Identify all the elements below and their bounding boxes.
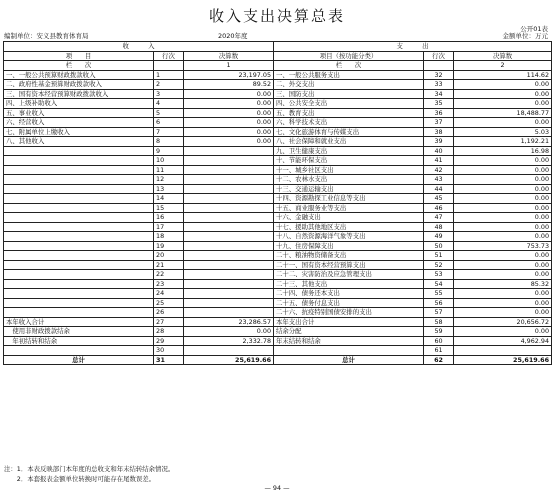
income-amount	[184, 232, 274, 242]
income-item: 本年收入合计	[4, 317, 154, 327]
expense-line-no: 52	[424, 260, 454, 270]
income-line-no: 25	[154, 298, 184, 308]
income-item	[4, 346, 154, 356]
table-row	[4, 232, 552, 242]
income-line-no: 13	[154, 184, 184, 194]
expense-amount: 0.00	[454, 203, 552, 213]
income-item	[4, 298, 154, 308]
expense-line-no: 32	[424, 70, 454, 80]
income-item	[4, 289, 154, 299]
table-row	[4, 108, 552, 118]
expense-amount: 18,488.77	[454, 108, 552, 118]
col-name-label: 栏 次	[274, 61, 424, 71]
footnotes	[4, 464, 174, 484]
table-row	[4, 279, 552, 289]
income-item: 八、其他收入	[4, 137, 154, 147]
expense-item: 二十一、国有资本经营预算支出	[274, 260, 424, 270]
income-line-no: 1	[154, 70, 184, 80]
income-item: 四、上级补助收入	[4, 99, 154, 109]
table-row	[4, 89, 552, 99]
income-amount: 89.52	[184, 80, 274, 90]
table-row	[4, 80, 552, 90]
expense-line-no: 33	[424, 80, 454, 90]
expense-item: 二十、粮油物资储备支出	[274, 251, 424, 261]
income-line-no: 31	[154, 355, 184, 365]
income-amount: 0.00	[184, 108, 274, 118]
income-line-no: 11	[154, 165, 184, 175]
note-line: 2．本套报表金额单位转换时可能存在尾数误差。	[4, 475, 156, 483]
expense-item: 十六、金融支出	[274, 213, 424, 223]
income-amount: 0.00	[184, 118, 274, 128]
income-line-no: 18	[154, 232, 184, 242]
income-amount	[184, 298, 274, 308]
report-title: 收入支出决算总表	[208, 7, 345, 25]
income-line-no: 22	[154, 270, 184, 280]
expense-line-no: 38	[424, 127, 454, 137]
table-row	[4, 184, 552, 194]
expense-line-no: 37	[424, 118, 454, 128]
expense-item: 年末结转和结余	[274, 336, 424, 346]
income-amount: 0.00	[184, 99, 274, 109]
expense-item: 二十三、其他支出	[274, 279, 424, 289]
expense-amount: 0.00	[454, 270, 552, 280]
expense-amount: 0.00	[454, 327, 552, 337]
expense-amount: 20,656.72	[454, 317, 552, 327]
expense-item: 一、一般公共服务支出	[274, 70, 424, 80]
expense-amount: 5.03	[454, 127, 552, 137]
expense-amount: 16.98	[454, 146, 552, 156]
income-line-no: 17	[154, 222, 184, 232]
expense-line-no: 56	[424, 298, 454, 308]
income-amount	[184, 175, 274, 185]
income-amount	[184, 251, 274, 261]
income-line-no: 8	[154, 137, 184, 147]
expense-amount: 0.00	[454, 118, 552, 128]
income-amount: 23,197.05	[184, 70, 274, 80]
expense-line-no: 36	[424, 108, 454, 118]
table-row	[4, 289, 552, 299]
income-amount: 25,619.66	[184, 355, 274, 365]
income-line-no: 30	[154, 346, 184, 356]
expense-line-no: 54	[424, 279, 454, 289]
expense-amount: 0.00	[454, 298, 552, 308]
expense-line-no: 49	[424, 232, 454, 242]
header-row-group	[4, 42, 552, 52]
expense-line-no: 44	[424, 184, 454, 194]
income-line-no: 12	[154, 175, 184, 185]
income-line-no: 4	[154, 99, 184, 109]
item-header: 项 目	[4, 51, 154, 61]
expense-line-no: 41	[424, 156, 454, 166]
expense-item: 十一、城乡社区支出	[274, 165, 424, 175]
table-row	[4, 346, 552, 356]
expense-line-no: 57	[424, 308, 454, 318]
income-amount	[184, 260, 274, 270]
expense-line-no: 58	[424, 317, 454, 327]
table-row	[4, 137, 552, 147]
table-row	[4, 156, 552, 166]
expense-item: 十四、资源勘探工业信息等支出	[274, 194, 424, 204]
expense-item: 二、外交支出	[274, 80, 424, 90]
income-amount	[184, 270, 274, 280]
income-item: 一、一般公共预算财政拨款收入	[4, 70, 154, 80]
expense-amount: 0.00	[454, 222, 552, 232]
expense-amount: 0.00	[454, 184, 552, 194]
table-row	[4, 270, 552, 280]
table-row	[4, 203, 552, 213]
income-item	[4, 260, 154, 270]
note-line: 注：1．本表反映部门本年度的总收支和年末结转结余情况。	[4, 465, 175, 473]
income-header: 收 入	[4, 42, 274, 52]
income-item	[4, 308, 154, 318]
expense-line-no: 59	[424, 327, 454, 337]
income-amount	[184, 213, 274, 223]
income-amount: 0.00	[184, 89, 274, 99]
expense-line-no: 35	[424, 99, 454, 109]
income-amount	[184, 194, 274, 204]
income-line-no: 23	[154, 279, 184, 289]
income-item	[4, 251, 154, 261]
expense-amount: 25,619.66	[454, 355, 552, 365]
income-amount: 2,332.78	[184, 336, 274, 346]
income-amount	[184, 146, 274, 156]
unit-label: 金额单位：万元	[502, 32, 548, 40]
income-item	[4, 203, 154, 213]
expense-amount: 0.00	[454, 89, 552, 99]
income-line-no: 15	[154, 203, 184, 213]
expense-line-no: 61	[424, 346, 454, 356]
expense-amount: 753.73	[454, 241, 552, 251]
income-amount	[184, 346, 274, 356]
table-row	[4, 175, 552, 185]
expense-amount: 0.00	[454, 156, 552, 166]
expense-line-no: 55	[424, 289, 454, 299]
income-amount	[184, 165, 274, 175]
income-item	[4, 184, 154, 194]
table-row	[4, 70, 552, 80]
expense-item: 五、教育支出	[274, 108, 424, 118]
expense-item: 十七、援助其他地区支出	[274, 222, 424, 232]
table-row	[4, 127, 552, 137]
expense-item: 本年支出合计	[274, 317, 424, 327]
line-no-header: 行次	[154, 51, 184, 61]
income-item	[4, 241, 154, 251]
expense-line-no: 42	[424, 165, 454, 175]
income-line-no: 6	[154, 118, 184, 128]
expense-line-no: 45	[424, 194, 454, 204]
expense-line-no: 62	[424, 355, 454, 365]
expense-item: 八、社会保障和就业支出	[274, 137, 424, 147]
expense-line-no: 50	[424, 241, 454, 251]
income-amount	[184, 241, 274, 251]
income-item: 年初结转和结余	[4, 336, 154, 346]
year-label: 2020年度	[218, 32, 248, 40]
income-amount	[184, 279, 274, 289]
total-row	[4, 355, 552, 365]
col-number: 2	[454, 61, 552, 71]
income-amount: 0.00	[184, 127, 274, 137]
income-amount: 23,286.57	[184, 317, 274, 327]
expense-item: 三、国防支出	[274, 89, 424, 99]
expense-amount: 0.00	[454, 260, 552, 270]
expense-line-no: 43	[424, 175, 454, 185]
table-row	[4, 251, 552, 261]
income-item	[4, 232, 154, 242]
col-number: 1	[184, 61, 274, 71]
income-item	[4, 175, 154, 185]
income-item: 总计	[4, 355, 154, 365]
org-label: 编制单位：安义县教育体育局	[4, 32, 89, 40]
header-row-columns	[4, 51, 552, 61]
expense-amount	[454, 346, 552, 356]
table-row	[4, 146, 552, 156]
page-number: — 94 —	[264, 484, 290, 492]
income-item	[4, 270, 154, 280]
table-row	[4, 222, 552, 232]
header-row-numbers	[4, 61, 552, 71]
income-line-no: 28	[154, 327, 184, 337]
expense-amount: 0.00	[454, 99, 552, 109]
income-line-no: 9	[154, 146, 184, 156]
expense-line-no: 46	[424, 203, 454, 213]
expense-item: 七、文化旅游体育与传媒支出	[274, 127, 424, 137]
expense-amount: 0.00	[454, 175, 552, 185]
table-row	[4, 213, 552, 223]
expense-amount: 0.00	[454, 80, 552, 90]
income-item	[4, 156, 154, 166]
table-row	[4, 194, 552, 204]
col-empty	[424, 61, 454, 71]
expense-line-no: 34	[424, 89, 454, 99]
expense-item: 十三、交通运输支出	[274, 184, 424, 194]
expense-line-no: 60	[424, 336, 454, 346]
table-row	[4, 327, 552, 337]
income-amount	[184, 289, 274, 299]
expense-line-no: 39	[424, 137, 454, 147]
expense-item: 十五、商业服务业等支出	[274, 203, 424, 213]
table-row	[4, 241, 552, 251]
income-amount	[184, 222, 274, 232]
expense-item: 十、节能环保支出	[274, 156, 424, 166]
income-item	[4, 194, 154, 204]
expense-amount: 0.00	[454, 251, 552, 261]
amount-header: 决算数	[454, 51, 552, 61]
table-row	[4, 298, 552, 308]
expense-amount: 0.00	[454, 165, 552, 175]
table-row	[4, 165, 552, 175]
line-no-header: 行次	[424, 51, 454, 61]
table-row	[4, 317, 552, 327]
expense-item: 二十四、债务还本支出	[274, 289, 424, 299]
income-amount: 0.00	[184, 137, 274, 147]
income-item: 七、附属单位上缴收入	[4, 127, 154, 137]
expense-amount: 0.00	[454, 194, 552, 204]
expense-item	[274, 346, 424, 356]
expense-amount: 114.62	[454, 70, 552, 80]
income-line-no: 16	[154, 213, 184, 223]
income-expense-table	[3, 41, 552, 365]
col-empty	[154, 61, 184, 71]
income-line-no: 24	[154, 289, 184, 299]
income-line-no: 19	[154, 241, 184, 251]
income-line-no: 14	[154, 194, 184, 204]
income-item	[4, 213, 154, 223]
amount-header: 决算数	[184, 51, 274, 61]
income-item	[4, 146, 154, 156]
income-amount: 0.00	[184, 327, 274, 337]
expense-amount: 0.00	[454, 289, 552, 299]
income-amount	[184, 184, 274, 194]
expense-item: 十八、自然资源海洋气象等支出	[274, 232, 424, 242]
income-item: 五、事业收入	[4, 108, 154, 118]
table-row	[4, 308, 552, 318]
item-func-header: 项目（按功能分类）	[274, 51, 424, 61]
expense-item: 结余分配	[274, 327, 424, 337]
income-line-no: 10	[154, 156, 184, 166]
expense-item: 四、公共安全支出	[274, 99, 424, 109]
income-line-no: 29	[154, 336, 184, 346]
expense-line-no: 53	[424, 270, 454, 280]
income-line-no: 20	[154, 251, 184, 261]
expense-item: 十二、农林水支出	[274, 175, 424, 185]
income-item: 使用非财政拨款结余	[4, 327, 154, 337]
expense-item: 二十六、抗疫特别国债安排的支出	[274, 308, 424, 318]
income-line-no: 7	[154, 127, 184, 137]
expense-item: 十九、住房保障支出	[274, 241, 424, 251]
income-line-no: 21	[154, 260, 184, 270]
income-line-no: 27	[154, 317, 184, 327]
income-item	[4, 279, 154, 289]
income-line-no: 2	[154, 80, 184, 90]
expense-line-no: 51	[424, 251, 454, 261]
expense-amount: 85.32	[454, 279, 552, 289]
expense-item: 六、科学技术支出	[274, 118, 424, 128]
expense-amount: 0.00	[454, 308, 552, 318]
expense-amount: 1,192.21	[454, 137, 552, 147]
expense-item: 二十二、灾害防治及应急管理支出	[274, 270, 424, 280]
table-row	[4, 260, 552, 270]
table-row	[4, 99, 552, 109]
expense-item: 九、卫生健康支出	[274, 146, 424, 156]
expense-amount: 4,962.94	[454, 336, 552, 346]
expense-item: 二十五、债务付息支出	[274, 298, 424, 308]
expense-item: 总计	[274, 355, 424, 365]
expense-line-no: 40	[424, 146, 454, 156]
income-item	[4, 165, 154, 175]
expense-amount: 0.00	[454, 213, 552, 223]
col-name-label: 栏 次	[4, 61, 154, 71]
income-line-no: 26	[154, 308, 184, 318]
income-line-no: 5	[154, 108, 184, 118]
expense-amount: 0.00	[454, 232, 552, 242]
income-item: 三、国有资本经营预算财政拨款收入	[4, 89, 154, 99]
income-item	[4, 222, 154, 232]
income-line-no: 3	[154, 89, 184, 99]
table-row	[4, 336, 552, 346]
income-amount	[184, 308, 274, 318]
income-amount	[184, 156, 274, 166]
income-item: 六、经营收入	[4, 118, 154, 128]
expense-header: 支 出	[274, 42, 552, 52]
income-amount	[184, 203, 274, 213]
expense-line-no: 48	[424, 222, 454, 232]
table-row	[4, 118, 552, 128]
income-item: 二、政府性基金预算财政拨款收入	[4, 80, 154, 90]
form-number: 公开01表	[520, 25, 548, 33]
expense-line-no: 47	[424, 213, 454, 223]
